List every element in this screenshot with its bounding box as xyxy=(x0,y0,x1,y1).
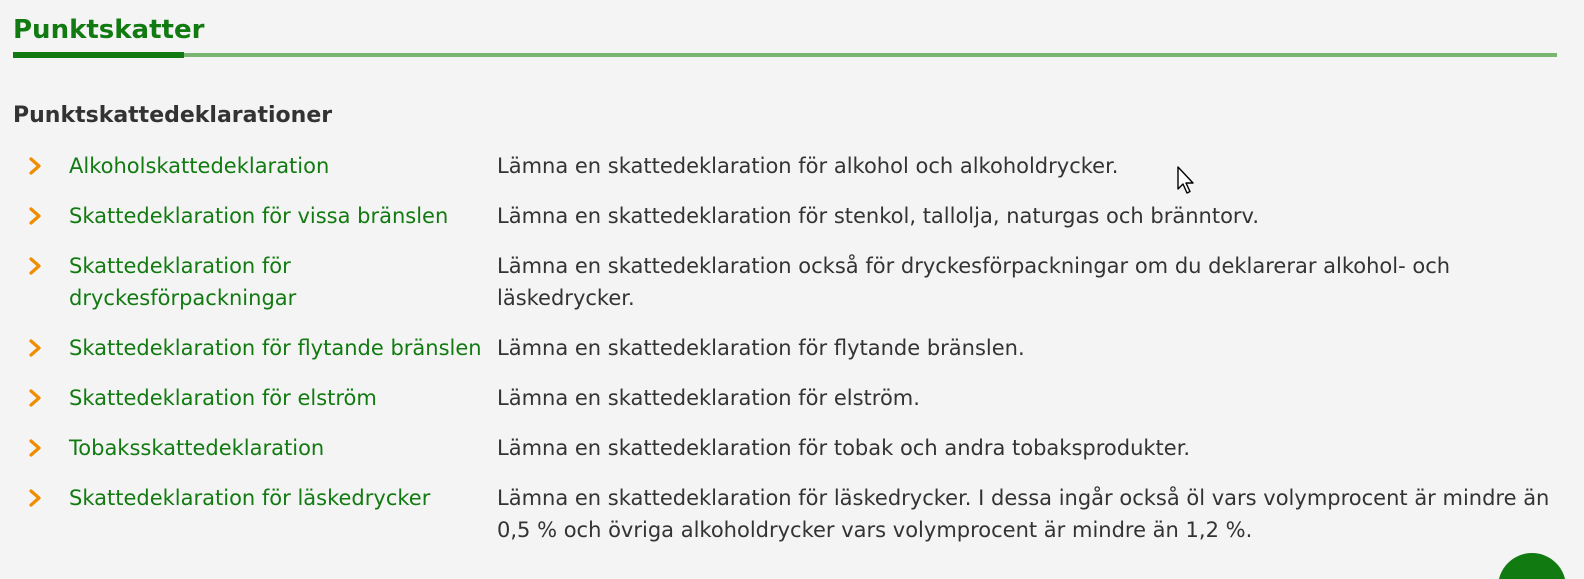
declaration-description: Lämna en skattedeklaration för flytande bränslen. xyxy=(497,336,1025,360)
mouse-pointer-icon xyxy=(1177,166,1197,200)
declaration-description: Lämna en skattedeklaration för läskedrycker. I dessa ingår också öl vars volymprocent är mindre än 0,5 % och övriga alkoholdrycker vars volymprocent är mindre än 1,2 %. xyxy=(497,486,1550,542)
title-underline-light xyxy=(13,53,1557,57)
chevron-right-icon xyxy=(28,250,69,282)
declaration-list xyxy=(28,150,1558,564)
declaration-description: Lämna en skattedeklaration för elström. xyxy=(497,386,920,410)
page-title: Punktskatter xyxy=(13,15,205,45)
declaration-description: Lämna en skattedeklaration för alkohol och alkoholdrycker. xyxy=(497,154,1119,178)
chevron-right-icon xyxy=(28,200,69,232)
list-item xyxy=(28,250,1558,314)
declaration-description: Lämna en skattedeklaration för tobak och andra tobaksprodukter. xyxy=(497,436,1191,460)
declaration-description: Lämna en skattedeklaration för stenkol, tallolja, naturgas och bränntorv. xyxy=(497,204,1260,228)
declaration-description: Lämna en skattedeklaration också för dryckesförpackningar om du deklarerar alkohol- och läskedrycker. xyxy=(497,254,1451,310)
title-underline xyxy=(13,52,1557,58)
chevron-right-icon xyxy=(28,482,69,514)
list-item xyxy=(28,200,1558,232)
chevron-right-icon xyxy=(28,432,69,464)
page-header xyxy=(13,10,1571,58)
list-item xyxy=(28,482,1558,546)
declaration-link[interactable]: Tobaksskattedeklaration xyxy=(69,436,325,460)
declaration-link[interactable]: Skattedeklaration för elström xyxy=(69,386,377,410)
declaration-link[interactable]: Skattedeklaration för dryckesförpackningar xyxy=(69,254,297,310)
list-item xyxy=(28,432,1558,464)
chevron-right-icon xyxy=(28,382,69,414)
declaration-link[interactable]: Skattedeklaration för flytande bränslen xyxy=(69,336,482,360)
list-item xyxy=(28,382,1558,414)
chevron-right-icon xyxy=(28,332,69,364)
section-title: Punktskattedeklarationer xyxy=(13,103,333,128)
declaration-link[interactable]: Skattedeklaration för vissa bränslen xyxy=(69,204,449,228)
title-underline-accent xyxy=(13,52,184,58)
list-item xyxy=(28,332,1558,364)
declaration-link[interactable]: Alkoholskattedeklaration xyxy=(69,154,330,178)
list-item xyxy=(28,150,1558,182)
declaration-link[interactable]: Skattedeklaration för läskedrycker xyxy=(69,486,431,510)
chevron-right-icon xyxy=(28,150,69,182)
